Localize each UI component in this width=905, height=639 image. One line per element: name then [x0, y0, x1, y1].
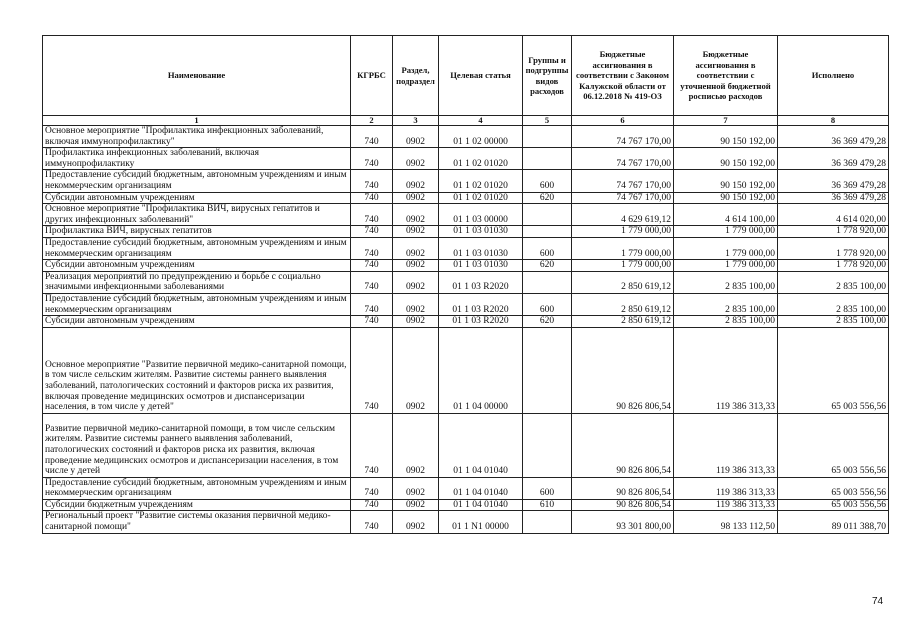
row-kgrbs-cell: 740 — [351, 413, 393, 477]
row-kgrbs-cell: 740 — [351, 148, 393, 170]
row-group-cell — [523, 204, 572, 226]
row-group-cell — [523, 327, 572, 413]
row-refined-cell: 2 835 100,00 — [674, 316, 778, 328]
row-executed-cell: 2 835 100,00 — [778, 293, 889, 315]
row-kgrbs-cell: 740 — [351, 327, 393, 413]
row-executed-cell: 1 778 920,00 — [778, 260, 889, 272]
table-body — [43, 126, 889, 534]
row-law-cell: 90 826 806,54 — [572, 499, 674, 511]
table-row — [43, 499, 889, 511]
table-row — [43, 126, 889, 148]
table-row — [43, 148, 889, 170]
row-group-cell: 600 — [523, 477, 572, 499]
row-section-cell: 0902 — [393, 226, 439, 238]
row-target-cell: 01 1 02 01020 — [439, 148, 523, 170]
row-target-cell: 01 1 04 00000 — [439, 327, 523, 413]
table-row — [43, 237, 889, 259]
row-executed-cell: 2 835 100,00 — [778, 271, 889, 293]
row-name-cell: Субсидии автономным учреждениям — [43, 316, 351, 328]
row-refined-cell: 90 150 192,00 — [674, 126, 778, 148]
row-group-cell — [523, 226, 572, 238]
row-executed-cell: 1 778 920,00 — [778, 237, 889, 259]
row-section-cell: 0902 — [393, 192, 439, 204]
row-law-cell: 2 850 619,12 — [572, 271, 674, 293]
row-target-cell: 01 1 03 R2020 — [439, 316, 523, 328]
row-kgrbs-cell: 740 — [351, 499, 393, 511]
row-refined-cell: 4 614 100,00 — [674, 204, 778, 226]
row-group-cell: 600 — [523, 293, 572, 315]
table-row — [43, 327, 889, 413]
column-number: 6 — [572, 116, 674, 126]
row-refined-cell: 90 150 192,00 — [674, 148, 778, 170]
row-group-cell: 620 — [523, 316, 572, 328]
row-law-cell: 93 301 800,00 — [572, 511, 674, 533]
row-name-cell: Реализация мероприятий по предупреждению и борьбе с социально значимыми инфекционными заболеваниями — [43, 271, 351, 293]
column-number: 1 — [43, 116, 351, 126]
row-refined-cell: 1 779 000,00 — [674, 226, 778, 238]
row-target-cell: 01 1 03 R2020 — [439, 271, 523, 293]
row-group-cell: 600 — [523, 237, 572, 259]
row-refined-cell: 119 386 313,33 — [674, 327, 778, 413]
row-target-cell: 01 1 04 01040 — [439, 477, 523, 499]
row-target-cell: 01 1 02 00000 — [439, 126, 523, 148]
row-executed-cell: 65 003 556,56 — [778, 413, 889, 477]
row-section-cell: 0902 — [393, 237, 439, 259]
row-group-cell — [523, 271, 572, 293]
table-row — [43, 271, 889, 293]
table-row — [43, 293, 889, 315]
row-name-cell: Предоставление субсидий бюджетным, автономным учреждениям и иным некоммерческим организациям — [43, 170, 351, 192]
row-law-cell: 90 826 806,54 — [572, 413, 674, 477]
row-kgrbs-cell: 740 — [351, 271, 393, 293]
row-section-cell: 0902 — [393, 293, 439, 315]
row-executed-cell: 1 778 920,00 — [778, 226, 889, 238]
row-target-cell: 01 1 02 01020 — [439, 192, 523, 204]
row-group-cell — [523, 148, 572, 170]
row-name-cell: Предоставление субсидий бюджетным, автономным учреждениям и иным некоммерческим организациям — [43, 293, 351, 315]
row-group-cell: 600 — [523, 170, 572, 192]
row-refined-cell: 1 779 000,00 — [674, 237, 778, 259]
table-row — [43, 204, 889, 226]
row-target-cell: 01 1 02 01020 — [439, 170, 523, 192]
row-target-cell: 01 1 03 01030 — [439, 260, 523, 272]
row-target-cell: 01 1 04 01040 — [439, 499, 523, 511]
row-executed-cell: 36 369 479,28 — [778, 126, 889, 148]
header-kgrbs: КГРБС — [351, 36, 393, 116]
row-refined-cell: 90 150 192,00 — [674, 170, 778, 192]
row-name-cell: Основное мероприятие "Развитие первичной медико-санитарной помощи, в том числе сельским жителям. Развитие системы раннего выявления заболеваний, патологических состояний и факторов риска их развития, включая проведение медицинских осмотров и диспансеризации населения, в том числе у детей" — [43, 327, 351, 413]
row-section-cell: 0902 — [393, 148, 439, 170]
column-number: 2 — [351, 116, 393, 126]
row-refined-cell: 90 150 192,00 — [674, 192, 778, 204]
row-kgrbs-cell: 740 — [351, 237, 393, 259]
row-group-cell: 610 — [523, 499, 572, 511]
row-name-cell: Предоставление субсидий бюджетным, автономным учреждениям и иным некоммерческим организациям — [43, 237, 351, 259]
table-row — [43, 260, 889, 272]
row-section-cell: 0902 — [393, 170, 439, 192]
row-name-cell: Субсидии бюджетным учреждениям — [43, 499, 351, 511]
header-target: Целевая статья — [439, 36, 523, 116]
row-law-cell: 2 850 619,12 — [572, 293, 674, 315]
row-refined-cell: 2 835 100,00 — [674, 271, 778, 293]
column-number: 3 — [393, 116, 439, 126]
table-row — [43, 226, 889, 238]
row-law-cell: 1 779 000,00 — [572, 237, 674, 259]
row-kgrbs-cell: 740 — [351, 126, 393, 148]
row-refined-cell: 119 386 313,33 — [674, 499, 778, 511]
row-kgrbs-cell: 740 — [351, 293, 393, 315]
row-law-cell: 1 779 000,00 — [572, 260, 674, 272]
row-refined-cell: 1 779 000,00 — [674, 260, 778, 272]
row-target-cell: 01 1 03 00000 — [439, 204, 523, 226]
table-row — [43, 477, 889, 499]
row-name-cell: Субсидии автономным учреждениям — [43, 192, 351, 204]
row-name-cell: Профилактика ВИЧ, вирусных гепатитов — [43, 226, 351, 238]
row-law-cell: 4 629 619,12 — [572, 204, 674, 226]
column-number: 4 — [439, 116, 523, 126]
page-number: 74 — [872, 596, 884, 607]
row-name-cell: Предоставление субсидий бюджетным, автономным учреждениям и иным некоммерческим организациям — [43, 477, 351, 499]
row-section-cell: 0902 — [393, 126, 439, 148]
row-kgrbs-cell: 740 — [351, 192, 393, 204]
row-section-cell: 0902 — [393, 511, 439, 533]
row-executed-cell: 4 614 020,00 — [778, 204, 889, 226]
row-section-cell: 0902 — [393, 477, 439, 499]
row-group-cell: 620 — [523, 192, 572, 204]
row-name-cell: Субсидии автономным учреждениям — [43, 260, 351, 272]
row-target-cell: 01 1 N1 00000 — [439, 511, 523, 533]
row-kgrbs-cell: 740 — [351, 170, 393, 192]
row-law-cell: 74 767 170,00 — [572, 148, 674, 170]
row-section-cell: 0902 — [393, 260, 439, 272]
table-row — [43, 192, 889, 204]
row-name-cell: Развитие первичной медико-санитарной помощи, в том числе сельским жителям. Развитие системы раннего выявления заболеваний, патологических состояний и факторов риска их развития, включая проведение медицинских осмотров и диспансеризации населения, в том числе у детей — [43, 413, 351, 477]
row-refined-cell: 119 386 313,33 — [674, 477, 778, 499]
row-section-cell: 0902 — [393, 499, 439, 511]
header-name: Наименование — [43, 36, 351, 116]
row-name-cell: Основное мероприятие "Профилактика ВИЧ, вирусных гепатитов и других инфекционных заболеваний" — [43, 204, 351, 226]
row-section-cell: 0902 — [393, 271, 439, 293]
row-kgrbs-cell: 740 — [351, 477, 393, 499]
row-executed-cell: 36 369 479,28 — [778, 170, 889, 192]
row-kgrbs-cell: 740 — [351, 511, 393, 533]
row-section-cell: 0902 — [393, 204, 439, 226]
column-number: 8 — [778, 116, 889, 126]
row-law-cell: 1 779 000,00 — [572, 226, 674, 238]
row-executed-cell: 36 369 479,28 — [778, 148, 889, 170]
row-law-cell: 74 767 170,00 — [572, 192, 674, 204]
column-number: 7 — [674, 116, 778, 126]
table-row — [43, 413, 889, 477]
header-refined: Бюджетные ассигнования в соответствии с уточненной бюджетной росписью расходов — [674, 36, 778, 116]
table-row — [43, 316, 889, 328]
row-refined-cell: 2 835 100,00 — [674, 293, 778, 315]
row-executed-cell: 65 003 556,56 — [778, 477, 889, 499]
row-executed-cell: 65 003 556,56 — [778, 499, 889, 511]
row-group-cell — [523, 511, 572, 533]
row-name-cell: Региональный проект "Развитие системы оказания первичной медико-санитарной помощи" — [43, 511, 351, 533]
header-section: Раздел, подраздел — [393, 36, 439, 116]
header-groups: Группы и подгруппы видов расходов — [523, 36, 572, 116]
row-refined-cell: 119 386 313,33 — [674, 413, 778, 477]
row-name-cell: Профилактика инфекционных заболеваний, включая иммунопрофилактику — [43, 148, 351, 170]
row-group-cell: 620 — [523, 260, 572, 272]
column-number-row — [43, 116, 889, 126]
row-kgrbs-cell: 740 — [351, 226, 393, 238]
budget-table — [42, 35, 889, 534]
row-target-cell: 01 1 04 01040 — [439, 413, 523, 477]
row-refined-cell: 98 133 112,50 — [674, 511, 778, 533]
header-executed: Исполнено — [778, 36, 889, 116]
row-section-cell: 0902 — [393, 327, 439, 413]
row-law-cell: 2 850 619,12 — [572, 316, 674, 328]
row-executed-cell: 2 835 100,00 — [778, 316, 889, 328]
row-section-cell: 0902 — [393, 316, 439, 328]
row-executed-cell: 65 003 556,56 — [778, 327, 889, 413]
header-law: Бюджетные ассигнования в соответствии с Законом Калужской области от 06.12.2018 № 419-ОЗ — [572, 36, 674, 116]
row-kgrbs-cell: 740 — [351, 316, 393, 328]
row-section-cell: 0902 — [393, 413, 439, 477]
row-name-cell: Основное мероприятие "Профилактика инфекционных заболеваний, включая иммунопрофилактику" — [43, 126, 351, 148]
header-row — [43, 36, 889, 116]
row-group-cell — [523, 413, 572, 477]
row-group-cell — [523, 126, 572, 148]
row-target-cell: 01 1 03 01030 — [439, 237, 523, 259]
table-row — [43, 511, 889, 533]
row-law-cell: 74 767 170,00 — [572, 170, 674, 192]
row-target-cell: 01 1 03 01030 — [439, 226, 523, 238]
row-kgrbs-cell: 740 — [351, 204, 393, 226]
row-law-cell: 90 826 806,54 — [572, 477, 674, 499]
row-target-cell: 01 1 03 R2020 — [439, 293, 523, 315]
row-kgrbs-cell: 740 — [351, 260, 393, 272]
row-law-cell: 90 826 806,54 — [572, 327, 674, 413]
table-row — [43, 170, 889, 192]
row-executed-cell: 89 011 388,70 — [778, 511, 889, 533]
column-number: 5 — [523, 116, 572, 126]
row-executed-cell: 36 369 479,28 — [778, 192, 889, 204]
row-law-cell: 74 767 170,00 — [572, 126, 674, 148]
